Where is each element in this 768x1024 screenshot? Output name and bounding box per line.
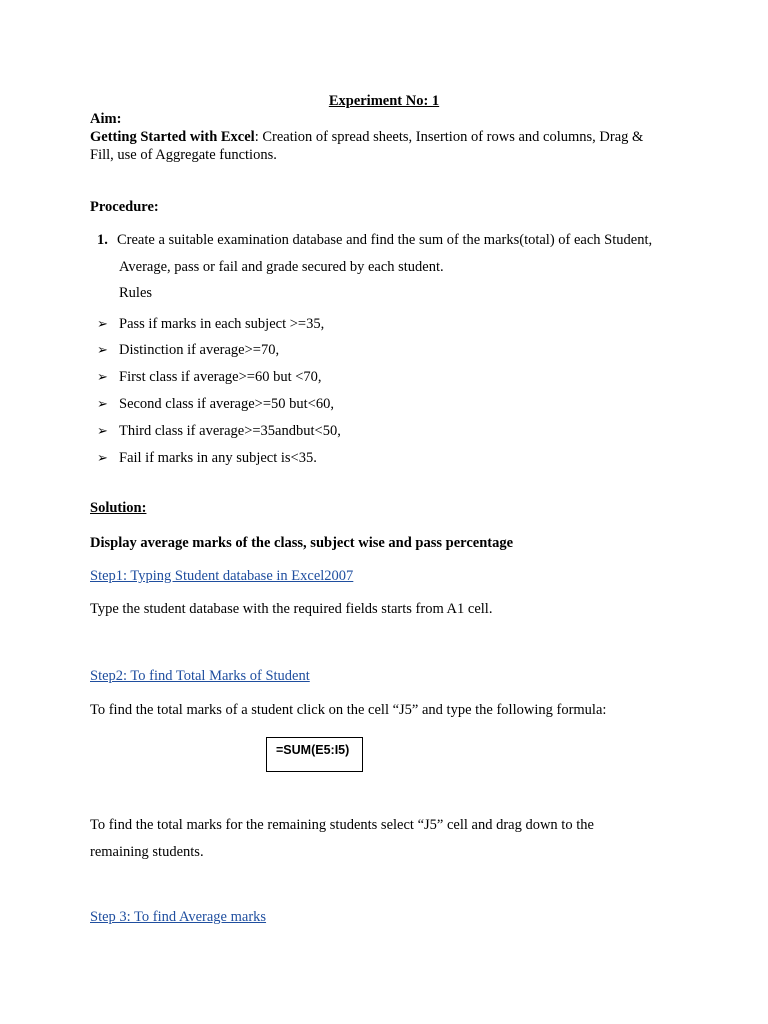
solution-subheading: Display average marks of the class, subject wise and pass percentage [90, 535, 514, 551]
step2-link[interactable]: Step2: To find Total Marks of Student [90, 668, 310, 684]
rule-item: Pass if marks in each subject >=35, [119, 316, 325, 332]
bullet-arrow-icon: ➢ [97, 343, 108, 358]
aim-line-1 [90, 129, 643, 146]
rule-item: First class if average>=60 but <70, [119, 369, 322, 385]
step1-text: Type the student database with the required fields starts from A1 cell. [90, 601, 493, 617]
procedure-item-line-2: Average, pass or fail and grade secured by each student. [119, 259, 444, 275]
formula-box [266, 737, 363, 772]
bullet-arrow-icon: ➢ [97, 451, 108, 466]
bullet-arrow-icon: ➢ [97, 370, 108, 385]
bullet-arrow-icon: ➢ [97, 424, 108, 439]
rule-item: Fail if marks in any subject is<35. [119, 450, 317, 466]
bullet-arrow-icon: ➢ [97, 317, 108, 332]
aim-rest: : Creation of spread sheets, Insertion of rows and columns, Drag & [254, 129, 644, 145]
page-title: Experiment No: 1 [328, 93, 440, 109]
aim-heading: Aim: [90, 111, 122, 127]
aim-line-2: Fill, use of Aggregate functions. [90, 147, 277, 163]
remaining-line-1: To find the total marks for the remaining students select “J5” cell and drag down to the [90, 817, 594, 833]
aim-lead: Getting Started with Excel [90, 129, 255, 145]
rules-label: Rules [119, 285, 153, 301]
remaining-line-2: remaining students. [90, 844, 204, 860]
step1-link[interactable]: Step1: Typing Student database in Excel2007 [90, 568, 354, 584]
bullet-arrow-icon: ➢ [97, 397, 108, 412]
rule-item: Distinction if average>=70, [119, 342, 280, 358]
solution-heading: Solution: [90, 500, 147, 516]
procedure-heading: Procedure: [90, 199, 159, 215]
procedure-item-number: 1. [97, 232, 108, 248]
step2-text: To find the total marks of a student click on the cell “J5” and type the following formula: [90, 702, 607, 718]
formula-text: =SUM(E5:I5) [276, 743, 350, 757]
step3-link[interactable]: Step 3: To find Average marks [90, 909, 267, 925]
rule-item: Third class if average>=35andbut<50, [119, 423, 341, 439]
rule-item: Second class if average>=50 but<60, [119, 396, 334, 412]
procedure-item-line-1: Create a suitable examination database and find the sum of the marks(total) of each Student, [117, 232, 653, 248]
